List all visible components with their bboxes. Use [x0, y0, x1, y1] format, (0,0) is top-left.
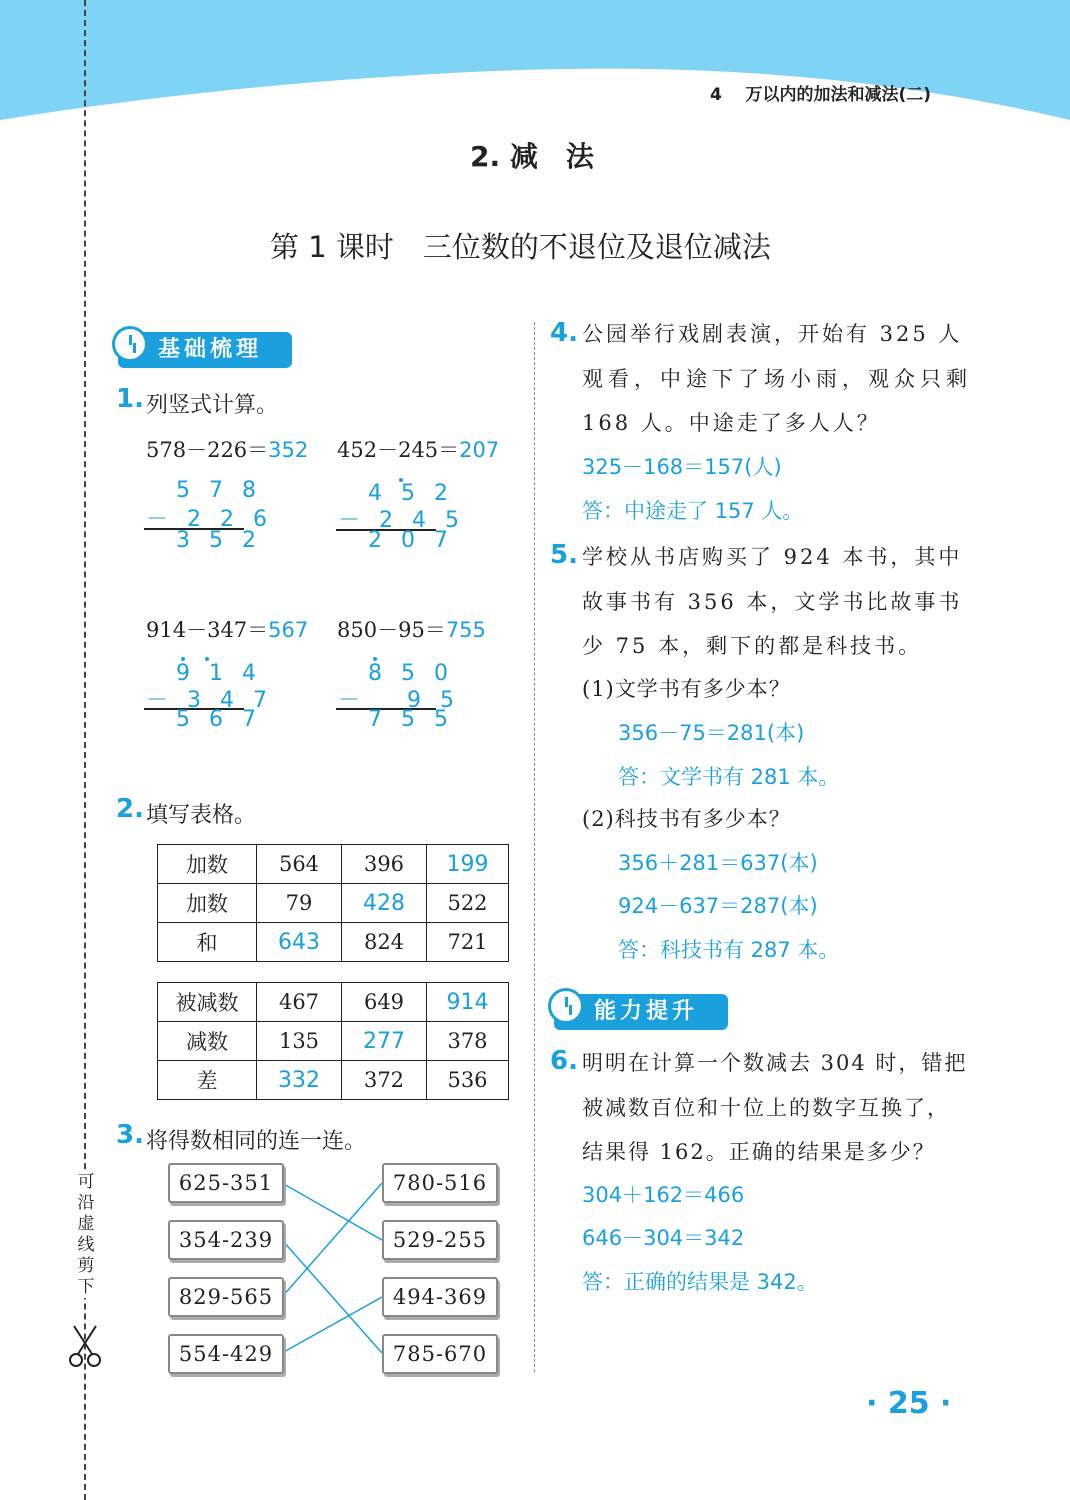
q4-solution: 325－168＝157(人)	[582, 455, 782, 479]
q5-text-3: 少 75 本，剩下的都是科技书。	[582, 634, 923, 658]
q1-expr-4: 850－95＝755	[337, 618, 486, 642]
q4-text-2: 观看，中途下了场小雨，观众只剩	[582, 367, 972, 391]
q6-number: 6.	[550, 1046, 578, 1076]
chapter-title: 万以内的加法和减法(二)	[745, 85, 932, 105]
q6-sol2: 646－304＝342	[582, 1226, 745, 1250]
match-left-2[interactable]: 354-239	[168, 1220, 284, 1260]
table-row: 被减数 467 649 914	[158, 983, 509, 1022]
q5-number: 5.	[550, 540, 578, 570]
table-row: 加数 79 428 522	[158, 884, 509, 923]
q2-title: 填写表格。	[146, 803, 257, 828]
q5-sol2b: 924－637＝287(本)	[618, 894, 818, 918]
q5-ans2: 答：科技书有 287 本。	[618, 938, 840, 962]
q1-expr-1: 578－226＝352	[146, 438, 309, 462]
q4-answer: 答：中途走了 157 人。	[582, 499, 804, 523]
match-left-1[interactable]: 625-351	[168, 1163, 284, 1203]
q6-text-2: 被减数百位和十位上的数字互换了，	[582, 1096, 950, 1120]
table-row: 和 643 824 721	[158, 923, 509, 962]
page-number: · 25 ·	[866, 1386, 952, 1421]
match-right-3[interactable]: 494-369	[382, 1277, 498, 1317]
q4-text-3: 168 人。中途走了多人人？	[582, 411, 881, 435]
q4-text-1: 公园举行戏剧表演，开始有 325 人	[582, 322, 963, 346]
q6-sol1: 304＋162＝466	[582, 1183, 745, 1207]
match-left-4[interactable]: 554-429	[168, 1334, 284, 1374]
match-left-3[interactable]: 829-565	[168, 1277, 284, 1317]
q5-sol2a: 356＋281＝637(本)	[618, 851, 818, 875]
q5-ans1: 答：文学书有 281 本。	[618, 765, 840, 789]
table-row: 差 332 372 536	[158, 1061, 509, 1100]
clock-icon	[548, 988, 584, 1024]
q1-expr-3: 914－347＝567	[146, 618, 309, 642]
q3-title: 将得数相同的连一连。	[146, 1129, 367, 1154]
match-right-4[interactable]: 785-670	[382, 1334, 498, 1374]
q2-number: 2.	[116, 794, 144, 824]
q6-text-1: 明明在计算一个数减去 304 时，错把	[582, 1051, 968, 1075]
q6-text-3: 结果得 162。正确的结果是多少？	[582, 1140, 936, 1164]
q1-number: 1.	[116, 384, 144, 414]
cut-hint: 可 沿 虚 线 剪 下	[74, 1172, 98, 1298]
q5-text-1: 学校从书店购买了 924 本书，其中	[582, 545, 963, 569]
q6-answer: 答：正确的结果是 342。	[582, 1270, 818, 1294]
q3-number: 3.	[116, 1120, 144, 1150]
badge-advanced: 能力提升	[554, 994, 728, 1030]
table-row: 减数 135 277 378	[158, 1022, 509, 1061]
section-title: 2. 减 法	[470, 140, 594, 173]
q5-text-2: 故事书有 356 本，文学书比故事书	[582, 590, 963, 614]
match-right-2[interactable]: 529-255	[382, 1220, 498, 1260]
badge-basic: 基础梳理	[118, 332, 292, 368]
q5-sub1: (1)文学书有多少本？	[582, 677, 791, 701]
q1-expr-2: 452－245＝207	[337, 438, 500, 462]
chapter-number: 4	[710, 85, 722, 105]
lesson-title: 第 1 课时 三位数的不退位及退位减法	[270, 230, 771, 264]
q4-number: 4.	[550, 318, 578, 348]
q1-title: 列竖式计算。	[146, 393, 279, 418]
match-right-1[interactable]: 780-516	[382, 1163, 498, 1203]
q5-sub2: (2)科技书有多少本？	[582, 807, 791, 831]
q5-sol1: 356－75＝281(本)	[618, 721, 805, 745]
table-row: 加数 564 396 199	[158, 845, 509, 884]
